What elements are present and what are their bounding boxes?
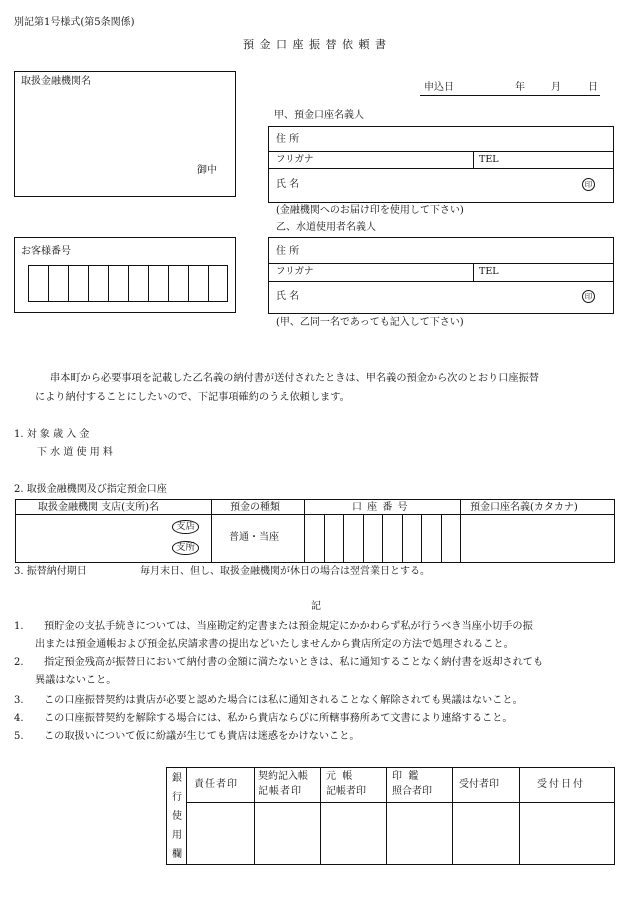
divider — [187, 802, 614, 803]
notes-heading: 記 — [311, 601, 321, 612]
account-digit-separator — [343, 515, 344, 562]
bank-use-label-4: 用 — [172, 830, 182, 841]
section3-text: 毎月末日、但し、取扱金融機関が休日の場合は翌営業日とする。 — [140, 566, 430, 577]
holder-b-note: (甲、乙同一名であっても記入して下さい) — [276, 317, 464, 328]
bank-use-label-1: 銀 — [172, 773, 182, 784]
note-1-line-1: 預貯金の支払手続きについては、当座勘定約定書または預金規定にかかわらず私が行うべき当座小切手の振 — [44, 621, 533, 632]
holder-a-tel-label[interactable]: TEL — [479, 154, 499, 165]
col-receiver-seal: 受付者印 — [459, 779, 499, 790]
divider — [211, 500, 212, 562]
divider — [320, 768, 321, 864]
bank-name-label: 取扱金融機関名 — [21, 76, 91, 87]
col-account-type: 預金の種類 — [230, 502, 280, 513]
branch-option-2-label: 支所 — [172, 541, 199, 555]
note-1-line-2: 出または預金通帳および預金払戻請求書の提出などいたしませんから貴店所定の方法で処理されること。 — [35, 639, 514, 650]
holder-b-address-label[interactable]: 住 所 — [276, 246, 300, 257]
note-1-num: 1. — [14, 621, 24, 632]
date-day: 日 — [588, 82, 598, 93]
divider — [254, 768, 255, 864]
bank-use-label-3: 使 — [172, 811, 182, 822]
col-responsible-seal: 責任者印 — [194, 779, 238, 790]
note-4-line-1: この口座振替契約を解除する場合には、私から貴店ならびに所轄事務所あて文書により連絡すること。 — [44, 713, 513, 724]
holder-b-furigana-label[interactable]: フリガナ — [276, 266, 314, 277]
holder-a-furigana-label[interactable]: フリガナ — [276, 154, 314, 165]
col-receipt-date: 受付日付 — [537, 779, 585, 790]
holder-a-seal — [582, 178, 595, 191]
account-digit-separator — [441, 515, 442, 562]
note-3-num: 3. — [14, 695, 24, 706]
divider — [16, 514, 614, 515]
holder-a-address-label[interactable]: 住 所 — [276, 134, 300, 145]
seal-icon: 印 — [582, 178, 595, 191]
section1-heading: 1. 対 象 歳 入 金 — [14, 429, 90, 440]
holder-a-heading: 甲、預金口座名義人 — [274, 110, 364, 121]
divider — [473, 263, 474, 281]
col-ledger-line-2: 記帳者印 — [326, 786, 366, 797]
holder-b-tel-label[interactable]: TEL — [479, 266, 499, 277]
note-5-line-1: この取扱いについて仮に紛議が生じても貴店は迷惑をかけないこと。 — [44, 731, 360, 742]
seal-icon: 印 — [582, 290, 595, 303]
col-ledger-line-1: 元 帳 — [326, 771, 353, 782]
col-seal-check-line-1: 印 鑑 — [392, 771, 419, 782]
divider — [269, 168, 613, 169]
divider — [269, 281, 613, 282]
date-month: 月 — [551, 82, 561, 93]
holder-b-box — [268, 237, 614, 314]
note-5-num: 5. — [14, 731, 24, 742]
divider — [269, 151, 613, 152]
note-2-num: 2. — [14, 657, 24, 668]
branch-option-1-label: 支店 — [172, 520, 199, 534]
digit-separator — [68, 266, 69, 301]
digit-separator — [208, 266, 209, 301]
section2-heading: 2. 取扱金融機関及び指定預金口座 — [14, 484, 167, 495]
divider — [473, 151, 474, 168]
col-account-holder: 預金口座名義(カタカナ) — [470, 502, 578, 513]
intro-line-2: により納付することにしたいので、下記事項確約のうえ依頼します。 — [35, 392, 350, 403]
col-account-number: 口 座 番 号 — [352, 502, 409, 513]
divider — [269, 263, 613, 264]
bank-use-label-2: 行 — [172, 792, 182, 803]
divider — [519, 768, 520, 864]
appendix-label: 別記第1号様式(第5条関係) — [14, 17, 135, 28]
branch-option-2[interactable] — [172, 541, 199, 555]
divider — [386, 768, 387, 864]
bank-honorific: 御中 — [197, 165, 217, 176]
digit-separator — [168, 266, 169, 301]
application-date-label: 申込日 — [424, 82, 454, 93]
holder-b-name-label[interactable]: 氏 名 — [276, 291, 300, 302]
branch-option-1[interactable] — [172, 520, 199, 534]
section3-heading: 3. 振替納付期日 — [14, 566, 87, 577]
holder-a-box — [268, 126, 614, 203]
note-2-line-2: 異議はないこと。 — [35, 675, 117, 686]
divider — [460, 500, 461, 562]
bank-use-label-5: 欄 — [172, 849, 182, 860]
digit-separator — [188, 266, 189, 301]
account-digit-separator — [402, 515, 403, 562]
account-digit-separator — [382, 515, 383, 562]
digit-separator — [128, 266, 129, 301]
account-digit-separator — [363, 515, 364, 562]
note-3-line-1: この口座振替契約は貴店が必要と認めた場合には私に通知されることなく解除されても異議はないこと。 — [44, 695, 523, 706]
divider — [304, 500, 305, 562]
intro-line-1: 串本町から必要事項を記載した乙名義の納付書が送付されたときは、甲名義の預金から次のとおり口座振替 — [50, 373, 539, 384]
divider — [186, 768, 187, 864]
account-digit-separator — [421, 515, 422, 562]
col-contract-line-1: 契約記入帳 — [258, 771, 308, 782]
holder-a-name-label[interactable]: 氏 名 — [276, 179, 300, 190]
customer-number-label: お客様番号 — [21, 246, 71, 257]
holder-a-note: (金融機関へのお届け印を使用して下さい) — [276, 205, 464, 216]
bank-name-box[interactable] — [14, 71, 236, 197]
holder-b-heading: 乙、水道使用者名義人 — [276, 222, 376, 233]
digit-separator — [48, 266, 49, 301]
form-title: 預 金 口 座 振 替 依 頼 書 — [243, 38, 387, 51]
holder-b-seal — [582, 290, 595, 303]
col-bank-branch: 取扱金融機関 支店(支所)名 — [38, 502, 159, 513]
note-4-num: 4. — [14, 713, 24, 724]
section1-value: 下 水 道 使 用 料 — [37, 447, 113, 458]
digit-separator — [148, 266, 149, 301]
digit-separator — [108, 266, 109, 301]
date-year: 年 — [515, 82, 525, 93]
col-contract-line-2: 記帳者印 — [258, 786, 302, 797]
digit-separator — [88, 266, 89, 301]
note-2-line-1: 指定預金残高が振替日において納付書の金額に満たないときは、私に通知することなく納付書を返却されても — [44, 657, 544, 668]
account-digit-separator — [324, 515, 325, 562]
date-underline — [420, 95, 600, 96]
account-type-value[interactable]: 普通・当座 — [229, 532, 279, 543]
col-seal-check-line-2: 照合者印 — [392, 786, 432, 797]
divider — [452, 768, 453, 864]
